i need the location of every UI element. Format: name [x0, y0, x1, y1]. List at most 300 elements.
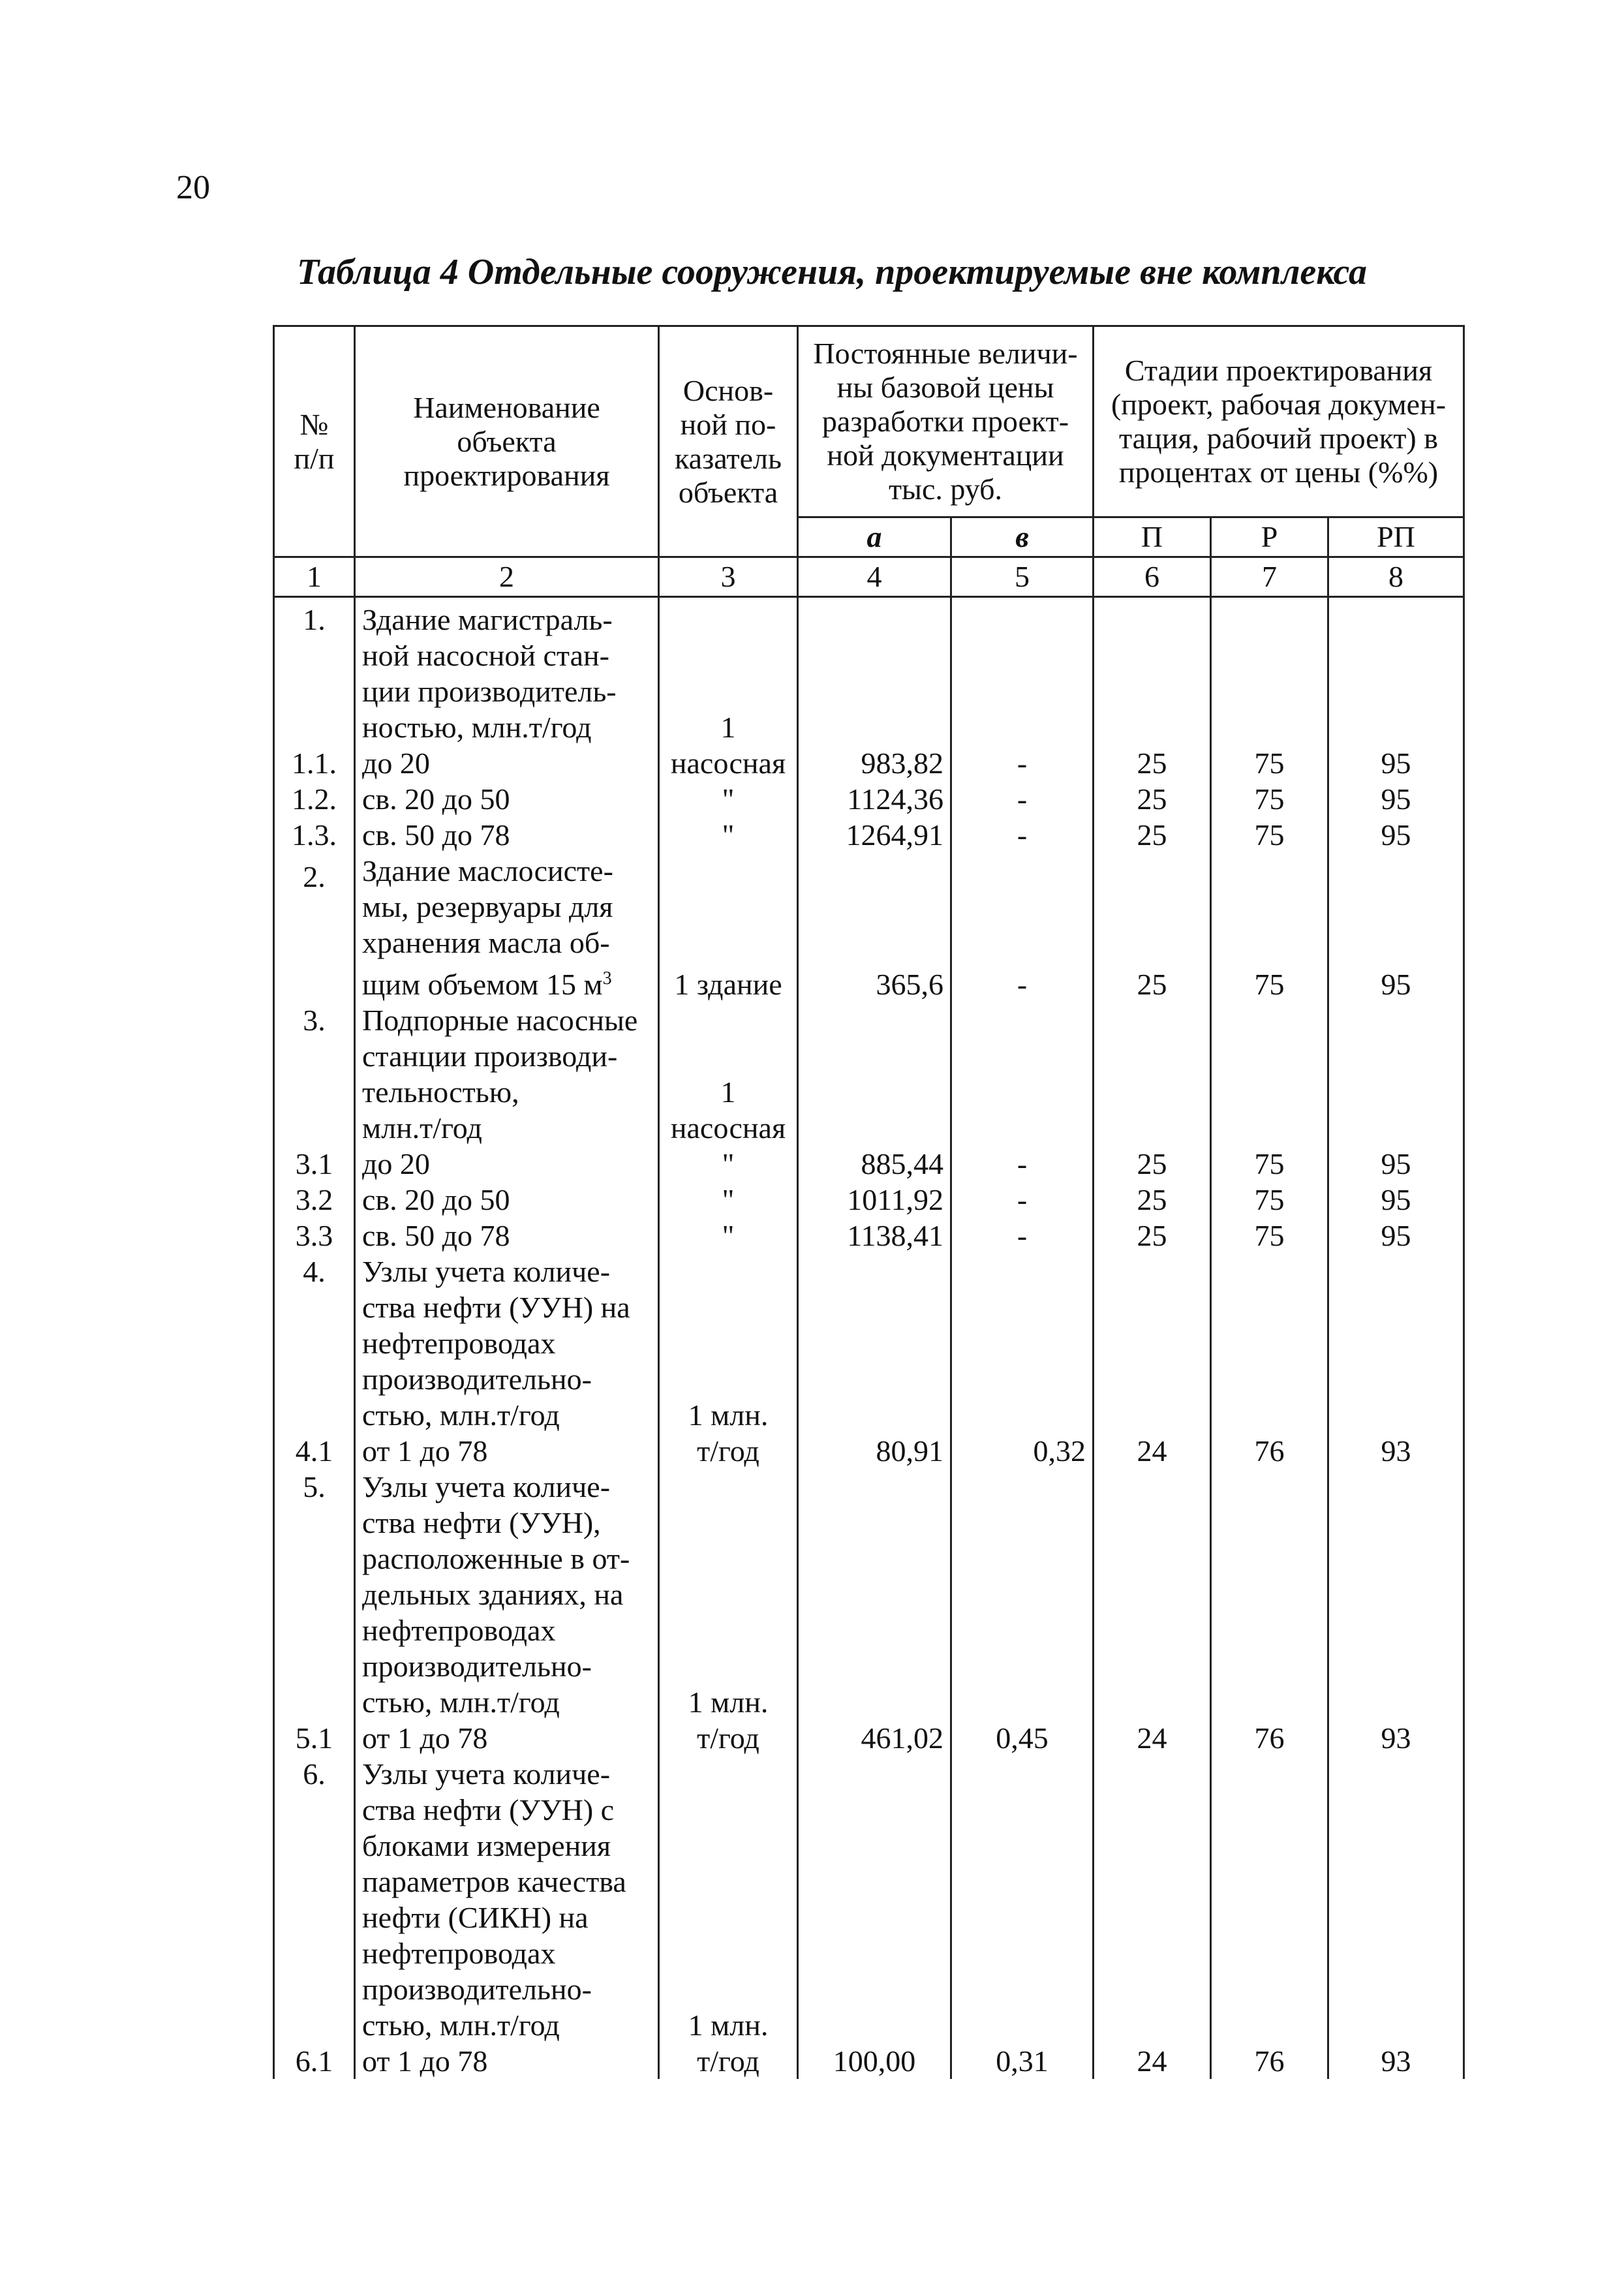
cell-line [805, 1002, 943, 1038]
header-base-price [798, 326, 1094, 517]
cell-line [1101, 1074, 1203, 1110]
cell-line: 95 [1381, 818, 1411, 852]
cell-line: 6.1 [295, 2044, 333, 2078]
header-sub-a: а [798, 517, 951, 557]
cell-line: 75 [1254, 1219, 1285, 1252]
cell-line [958, 1971, 1086, 2007]
cell-line [1218, 1254, 1321, 1289]
cell-line [1101, 895, 1203, 931]
row-stage-rp [1328, 1254, 1464, 1469]
col-number-3: 3 [659, 557, 798, 597]
cell-line: 25 [1137, 1147, 1167, 1180]
cell-line [1101, 1038, 1203, 1074]
cell-line [666, 638, 790, 673]
cell-line: тация, рабочий проект) в [1119, 422, 1438, 455]
cell-line: - [1017, 1183, 1028, 1216]
cell-line: 76 [1254, 1434, 1285, 1468]
row-value-a [798, 1002, 951, 1254]
cell-line [1336, 1612, 1456, 1648]
cell-line [666, 859, 790, 895]
cell-line [805, 1505, 943, 1541]
row-name [355, 853, 659, 1002]
cell-line [1336, 1325, 1456, 1361]
cell-line [958, 602, 1086, 638]
cell-line [1218, 1325, 1321, 1361]
cell-line [958, 1684, 1086, 1720]
cell-line: 3. [303, 1004, 326, 1037]
cell-line: св. 50 до 78 [362, 1219, 510, 1252]
cell-line [958, 1397, 1086, 1433]
cell-line [805, 1612, 943, 1648]
col-number-4: 4 [798, 557, 951, 597]
cell-line [666, 1361, 790, 1397]
cell-line: объекта [457, 424, 557, 458]
cell-line [1101, 709, 1203, 745]
cell-line: стью, млн.т/год [362, 1685, 560, 1719]
row-stage-r [1211, 597, 1328, 854]
row-stage-rp [1328, 597, 1464, 854]
cell-line [1218, 1900, 1321, 1935]
cell-line [281, 1505, 347, 1541]
cell-line [281, 1864, 347, 1900]
cell-line [1101, 638, 1203, 673]
cell-line [805, 1971, 943, 2007]
cell-line [805, 1900, 943, 1935]
cell-line [1218, 673, 1321, 709]
cell-line [1336, 1792, 1456, 1828]
cell-line: хранения масла об- [362, 926, 610, 959]
cell-line [1218, 1541, 1321, 1577]
cell-line: блоками измерения [362, 1829, 611, 1862]
cell-line [958, 1864, 1086, 1900]
cell-line: 5.1 [295, 1721, 333, 1755]
cell-line: 365,6 [876, 968, 943, 1001]
cell-line: " [722, 1183, 735, 1216]
cell-line [958, 1756, 1086, 1792]
cell-line: ной насосной стан- [362, 639, 609, 672]
cell-line [666, 1289, 790, 1325]
cell-line [1101, 1900, 1203, 1935]
cell-line [1336, 1469, 1456, 1505]
header-num [274, 326, 355, 557]
cell-line [281, 709, 347, 745]
cell-line [281, 673, 347, 709]
cell-line [1218, 1612, 1321, 1648]
cell-line [1101, 2007, 1203, 2043]
cell-line: ной по- [680, 407, 776, 441]
cell-line [666, 1038, 790, 1074]
cell-line [281, 1038, 347, 1074]
cell-line [281, 1684, 347, 1720]
cell-line [1101, 673, 1203, 709]
cell-line [1336, 1864, 1456, 1900]
cell-line [1336, 895, 1456, 931]
cell-line: 93 [1381, 1434, 1411, 1468]
cell-line [1336, 1648, 1456, 1684]
col-number-7: 7 [1211, 557, 1328, 597]
cell-line [1218, 1935, 1321, 1971]
cell-line [1336, 1684, 1456, 1720]
cell-line: Основ- [682, 373, 774, 407]
cell-line [958, 1648, 1086, 1684]
header-basis [659, 326, 798, 557]
cell-line: 95 [1381, 1183, 1411, 1216]
cell-line [1336, 931, 1456, 966]
row-stage-p [1094, 1002, 1211, 1254]
cell-line [958, 931, 1086, 966]
cell-line [1218, 1792, 1321, 1828]
cell-line: 95 [1381, 782, 1411, 816]
cell-line [1336, 1361, 1456, 1397]
cell-line [281, 1577, 347, 1612]
cell-line: щим объемом 15 $м^3$ [362, 968, 612, 1001]
cell-line: 0,31 [996, 2044, 1049, 2078]
header-sub-p: П [1094, 517, 1211, 557]
cell-line: 1 млн. [688, 1398, 769, 1432]
row-basis [659, 1002, 798, 1254]
cell-line: " [722, 818, 735, 852]
row-stage-rp [1328, 1469, 1464, 1756]
cell-line [666, 1648, 790, 1684]
cell-line: 25 [1137, 1219, 1167, 1252]
cell-line: 1 здание [674, 968, 782, 1001]
cell-line: от 1 до 78 [362, 2044, 488, 2078]
row-stage-p [1094, 1254, 1211, 1469]
row-number [274, 1002, 355, 1254]
cell-line: ства нефти (УУН) с [362, 1793, 615, 1826]
cell-line: 24 [1137, 2044, 1167, 2078]
cell-line [1101, 1254, 1203, 1289]
cell-line: п/п [294, 441, 335, 475]
cell-line: расположенные в от- [362, 1542, 630, 1575]
row-value-b [951, 597, 1094, 854]
cell-line [1101, 1971, 1203, 2007]
cell-line [1218, 1828, 1321, 1864]
cell-line: 75 [1254, 818, 1285, 852]
row-stage-p [1094, 1469, 1211, 1756]
cell-line [805, 1289, 943, 1325]
cell-line [1218, 1864, 1321, 1900]
cell-line: Наименование [413, 390, 600, 424]
cell-line: нефти (СИКН) на [362, 1901, 589, 1934]
cell-line [1336, 1541, 1456, 1577]
cell-line [805, 709, 943, 745]
table-body [274, 597, 1464, 2080]
row-number [274, 1756, 355, 2079]
cell-line [666, 1505, 790, 1541]
cell-line [281, 931, 347, 966]
cell-line: 25 [1137, 746, 1167, 780]
row-name [355, 1002, 659, 1254]
row-name [355, 1469, 659, 1756]
cell-line: 5. [303, 1470, 326, 1503]
table-row [274, 1756, 1464, 2079]
cell-line [666, 1756, 790, 1792]
cell-line: - [1017, 1219, 1028, 1252]
cell-line [1218, 1361, 1321, 1397]
cell-line [958, 1110, 1086, 1146]
cell-line [1101, 1541, 1203, 1577]
row-value-a [798, 853, 951, 1002]
cell-line [281, 1828, 347, 1864]
cell-line [958, 895, 1086, 931]
cell-line [805, 1469, 943, 1505]
table-row [274, 1469, 1464, 1756]
cell-line: 75 [1254, 746, 1285, 780]
cell-line [1336, 2007, 1456, 2043]
col-number-6: 6 [1094, 557, 1211, 597]
cell-line [1218, 1577, 1321, 1612]
cell-line: 25 [1137, 818, 1167, 852]
cell-line [805, 602, 943, 638]
row-name [355, 1254, 659, 1469]
row-name [355, 1756, 659, 2079]
col-number-1: 1 [274, 557, 355, 597]
cell-line [666, 1612, 790, 1648]
row-basis [659, 597, 798, 854]
cell-line: 1138,41 [847, 1219, 943, 1252]
row-stage-r [1211, 1756, 1328, 2079]
cell-line [1218, 1397, 1321, 1433]
cell-line [1218, 1971, 1321, 2007]
cell-line [1336, 859, 1456, 895]
row-stage-rp [1328, 853, 1464, 1002]
cell-line [281, 638, 347, 673]
cell-line [1218, 1074, 1321, 1110]
cell-line [666, 1900, 790, 1935]
cell-line [1101, 931, 1203, 966]
cell-line [1336, 638, 1456, 673]
cell-line [1101, 1577, 1203, 1612]
cell-line [281, 1792, 347, 1828]
cell-line [805, 1828, 943, 1864]
cell-line: ства нефти (УУН) на [362, 1291, 630, 1324]
cell-line [281, 1612, 347, 1648]
cell-line: нефтепроводах [362, 1937, 556, 1970]
cell-line [1101, 1325, 1203, 1361]
cell-line [1336, 1900, 1456, 1935]
cell-line: от 1 до 78 [362, 1721, 488, 1755]
cell-line [1101, 1505, 1203, 1541]
cell-line [1218, 709, 1321, 745]
row-value-b [951, 1254, 1094, 1469]
cell-line [805, 1577, 943, 1612]
cell-line: 6. [303, 1757, 326, 1791]
cell-line: нефтепроводах [362, 1327, 556, 1360]
cell-line: - [1017, 818, 1028, 852]
cell-line [958, 1325, 1086, 1361]
row-number [274, 1469, 355, 1756]
cell-line: процентах от цены (%%) [1118, 455, 1439, 489]
row-name [355, 597, 659, 854]
cell-line: 3.2 [295, 1183, 333, 1216]
table-row [274, 597, 1464, 854]
cell-line: 983,82 [861, 746, 943, 780]
cell-line [1336, 1828, 1456, 1864]
cell-line [805, 1361, 943, 1397]
cell-line: 1.3. [292, 818, 337, 852]
header-name [355, 326, 659, 557]
cell-line [1336, 1038, 1456, 1074]
cell-line [958, 1505, 1086, 1541]
cell-line [666, 1325, 790, 1361]
cell-line [666, 1828, 790, 1864]
cell-line [805, 895, 943, 931]
cell-line [1336, 709, 1456, 745]
cell-line: тыс. руб. [888, 472, 1003, 506]
cell-line: Стадии проектирования [1124, 354, 1433, 387]
row-number [274, 597, 355, 854]
cell-line [1218, 1289, 1321, 1325]
cell-line: Подпорные насосные [362, 1004, 638, 1037]
cell-line [1218, 895, 1321, 931]
cell-line [666, 1541, 790, 1577]
cell-line [1218, 2007, 1321, 2043]
cell-line [1336, 1074, 1456, 1110]
cell-line [666, 1935, 790, 1971]
col-number-2: 2 [355, 557, 659, 597]
row-value-a [798, 597, 951, 854]
cell-line: 95 [1381, 1147, 1411, 1180]
cell-line: разработки проект- [821, 405, 1069, 438]
header-sub-r: Р [1211, 517, 1328, 557]
cell-line: 1 [720, 711, 736, 744]
row-number [274, 1254, 355, 1469]
cell-line [666, 1577, 790, 1612]
cell-line: - [1017, 1147, 1028, 1180]
cell-line: ной документации [827, 439, 1064, 472]
cell-line [1218, 1648, 1321, 1684]
cell-line [958, 859, 1086, 895]
cell-line [1218, 1505, 1321, 1541]
cell-line [805, 1038, 943, 1074]
cell-line [805, 638, 943, 673]
cell-line: мы, резервуары для [362, 890, 613, 923]
cell-line [805, 1074, 943, 1110]
cell-line [958, 1002, 1086, 1038]
cell-line [1101, 859, 1203, 895]
cell-line: - [1017, 782, 1028, 816]
cell-line [958, 673, 1086, 709]
cell-line [666, 1971, 790, 2007]
cell-line: 25 [1137, 1183, 1167, 1216]
cell-line [958, 638, 1086, 673]
cell-line: объекта [678, 475, 778, 509]
cell-line [666, 931, 790, 966]
cell-line: станции производи- [362, 1039, 618, 1073]
cell-line [805, 1756, 943, 1792]
cell-line [805, 1254, 943, 1289]
cell-line: 2. [303, 860, 326, 893]
cell-line: 1 млн. [688, 2008, 769, 2042]
cell-line: 1 млн. [688, 1685, 769, 1719]
cell-line: Постоянные величи- [813, 337, 1078, 370]
cell-line [1218, 859, 1321, 895]
cell-line: Узлы учета количе- [362, 1255, 611, 1288]
cell-line [805, 1684, 943, 1720]
cell-line [281, 1935, 347, 1971]
row-value-b [951, 853, 1094, 1002]
row-stage-p [1094, 853, 1211, 1002]
cell-line [1101, 1684, 1203, 1720]
cell-line [1336, 1971, 1456, 2007]
cell-line: - [1017, 968, 1028, 1001]
cell-line: 0,45 [996, 1721, 1049, 1755]
table-title: Таблица 4 Отдельные сооружения, проектируемые вне комплекса [297, 252, 1367, 292]
cell-line: 75 [1254, 1147, 1285, 1180]
cell-line [1101, 602, 1203, 638]
cell-line: св. 50 до 78 [362, 818, 510, 852]
cell-line [958, 1361, 1086, 1397]
cell-line: т/год [697, 2044, 759, 2078]
cell-line [1101, 1648, 1203, 1684]
cell-line [805, 859, 943, 895]
cell-line [1336, 1756, 1456, 1792]
cell-line: св. 20 до 50 [362, 782, 510, 816]
cell-line: параметров качества [362, 1865, 626, 1898]
cell-line [281, 1325, 347, 1361]
cell-line [281, 1397, 347, 1433]
cell-line: 4.1 [295, 1434, 333, 1468]
cell-line: млн.т/год [362, 1111, 482, 1145]
cell-line [1101, 1756, 1203, 1792]
row-value-a [798, 1756, 951, 2079]
cell-line: Здание магистраль- [362, 603, 613, 636]
cell-line: стью, млн.т/год [362, 2008, 560, 2042]
cell-line [1101, 1828, 1203, 1864]
cell-line [1336, 1577, 1456, 1612]
cell-line: стью, млн.т/год [362, 1398, 560, 1432]
row-value-a [798, 1469, 951, 1756]
cell-line: 25 [1137, 968, 1167, 1001]
row-stage-rp [1328, 1002, 1464, 1254]
cell-line: 461,02 [861, 1721, 943, 1755]
cell-line: т/год [697, 1434, 759, 1468]
cell-line: насосная [670, 1111, 786, 1145]
cell-line [281, 2007, 347, 2043]
cell-line: производительно- [362, 1362, 592, 1396]
cell-line: 93 [1381, 2044, 1411, 2078]
cell-line [805, 673, 943, 709]
row-stage-r [1211, 1254, 1328, 1469]
cell-line: 75 [1254, 782, 1285, 816]
row-basis [659, 1756, 798, 2079]
cell-line [1218, 931, 1321, 966]
cell-line [1218, 1038, 1321, 1074]
table-row [274, 853, 1464, 1002]
row-value-a [798, 1254, 951, 1469]
cell-line: дельных зданиях, на [362, 1578, 624, 1611]
cell-line [805, 1110, 943, 1146]
cell-line [958, 1038, 1086, 1074]
row-value-b [951, 1756, 1094, 2079]
cell-line: 93 [1381, 1721, 1411, 1755]
cell-line: 1.2. [292, 782, 337, 816]
cell-line: 95 [1381, 968, 1411, 1001]
row-stage-r [1211, 853, 1328, 1002]
header-stages [1094, 326, 1464, 517]
cell-line [805, 1792, 943, 1828]
cell-line [805, 1325, 943, 1361]
cell-line [666, 1469, 790, 1505]
cell-line [281, 1110, 347, 1146]
cell-line: св. 20 до 50 [362, 1183, 510, 1216]
cell-line [1218, 1002, 1321, 1038]
cell-line [1101, 1397, 1203, 1433]
cell-line [1336, 1254, 1456, 1289]
cell-line: 3.1 [295, 1147, 333, 1180]
cell-line [958, 1289, 1086, 1325]
